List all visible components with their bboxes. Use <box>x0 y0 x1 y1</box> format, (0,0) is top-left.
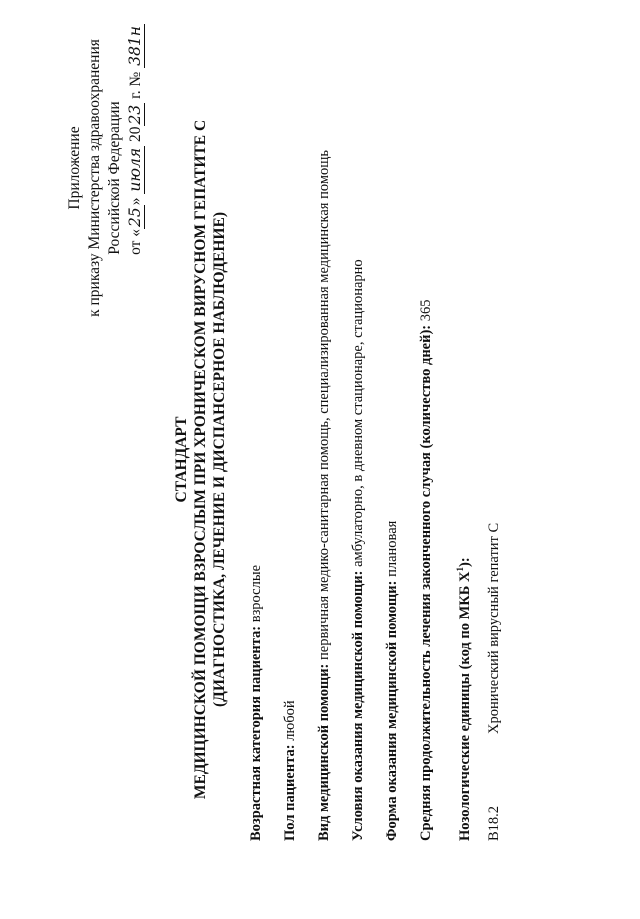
field-value: плановая <box>384 520 400 577</box>
field-label: Вид медицинской помощи: <box>316 663 332 841</box>
appendix-title: Приложение <box>66 126 83 210</box>
date-day: 25 <box>126 207 144 227</box>
field-value: 365 <box>418 299 434 322</box>
appendix-line-2: Российской Федерации <box>106 101 123 255</box>
field-value: амбулаторно, в дневном стационаре, стационарно <box>350 259 366 567</box>
date-month: июля <box>126 147 144 192</box>
field-care-conditions <box>350 259 366 841</box>
field-value: взрослые <box>248 564 264 623</box>
standard-subtitle-line-2: (ДИАГНОСТИКА, ЛЕЧЕНИЕ И ДИСПАНСЕРНОЕ НАБЛЮДЕНИЕ) <box>211 212 228 707</box>
footnote-mark: 1 <box>455 567 465 572</box>
nosology-label-end: ): <box>456 557 473 567</box>
appendix-date-line <box>127 24 144 344</box>
field-label: Пол пациента: <box>282 744 298 841</box>
date-suffix: г. № <box>127 71 144 99</box>
date-year-prefix: 20 <box>127 126 144 142</box>
date-mid: » <box>127 197 144 206</box>
nosology-label-text: Нозологические единицы (код по МКБ X <box>456 571 473 841</box>
field-label <box>457 557 473 841</box>
appendix-line-1: к приказу Министерства здравоохранения <box>86 39 103 317</box>
date-prefix: от « <box>127 228 144 255</box>
field-value: первичная медико-санитарная помощь, специализированная медицинская помощь <box>316 149 332 660</box>
standard-title: СТАНДАРТ <box>173 416 190 503</box>
order-number: 381н <box>126 26 144 66</box>
standard-subtitle-line-1: МЕДИЦИНСКОЙ ПОМОЩИ ВЗРОСЛЫМ ПРИ ХРОНИЧЕСКОМ ВИРУСНОМ ГЕПАТИТЕ С <box>192 119 209 800</box>
field-label: Средняя продолжительность лечения законченного случая (количество дней): <box>418 324 434 841</box>
field-value: любой <box>282 700 298 741</box>
field-label: Форма оказания медицинской помощи: <box>384 580 400 841</box>
field-average-duration <box>418 300 434 842</box>
field-label: Условия оказания медицинской помощи: <box>350 570 366 841</box>
nosology-code: B18.2 <box>486 805 502 841</box>
field-care-form <box>384 521 400 841</box>
field-age-category <box>248 565 264 841</box>
field-care-type <box>316 150 332 841</box>
field-sex <box>282 700 298 841</box>
nosology-name: Хронический вирусный гепатит С <box>486 522 502 734</box>
field-label: Возрастная категория пациента: <box>248 625 264 841</box>
field-nosology-heading <box>452 557 473 841</box>
date-year: 23 <box>126 104 144 125</box>
